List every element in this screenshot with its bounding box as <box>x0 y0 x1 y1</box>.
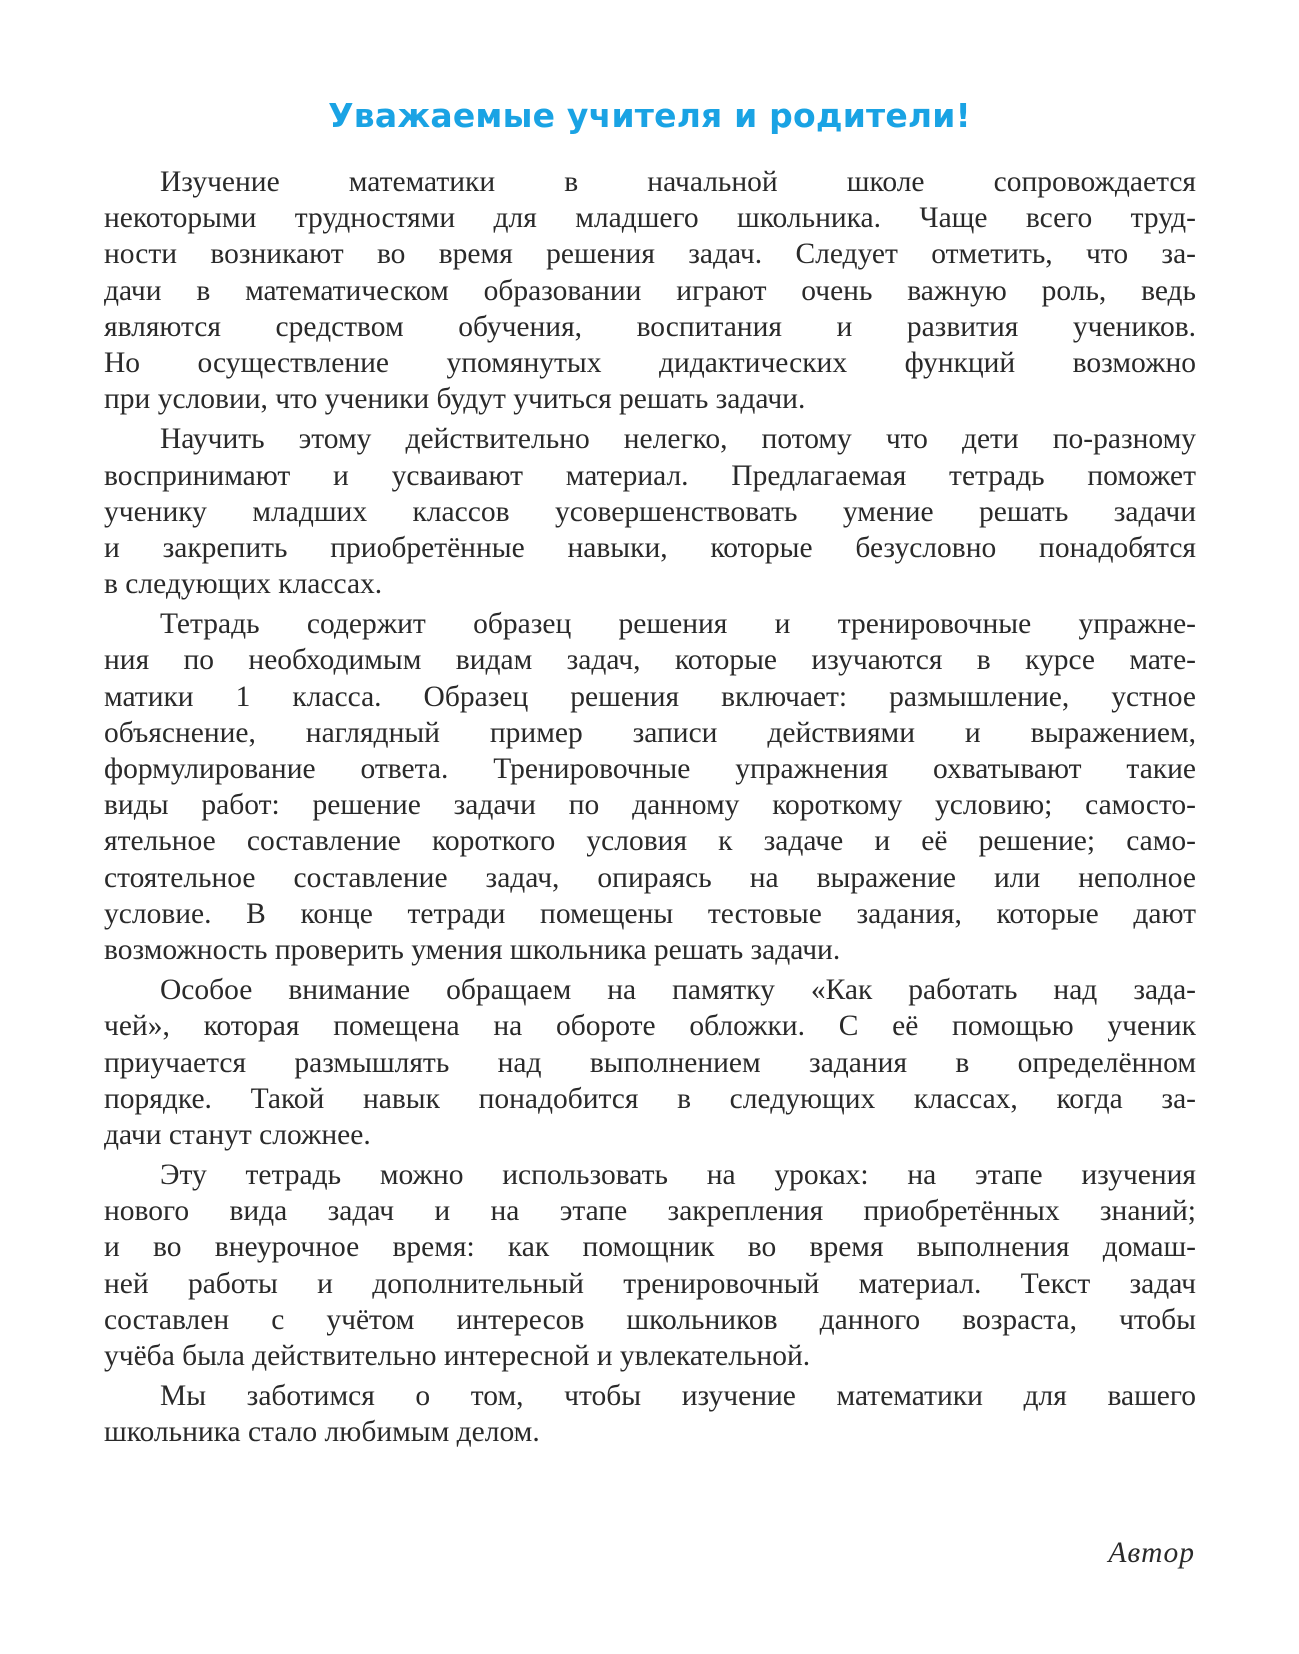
text-line: составлен с учётом интересов школьников данного возраста, чтобы <box>104 1303 1196 1336</box>
text-line: ней работы и дополнительный тренировочный материал. Текст задач <box>104 1267 1196 1300</box>
text-line: объяснение, наглядный пример записи действиями и выражением, <box>104 716 1196 749</box>
text-line: являются средством обучения, воспитания и развития учеников. <box>104 310 1196 343</box>
text-line: воспринимают и усваивают материал. Предлагаемая тетрадь поможет <box>104 459 1196 492</box>
text-line: чей», которая помещена на обороте обложки. С её помощью ученик <box>104 1010 1196 1043</box>
text-line: Тетрадь содержит образец решения и тренировочные упражне- <box>160 608 1196 641</box>
paragraph <box>104 1378 1196 1450</box>
text-line: ученику младших классов усовершенствовать умение решать задачи <box>104 495 1196 528</box>
text-line: школьника стало любимым делом. <box>104 1416 540 1449</box>
paragraph <box>104 1157 1196 1374</box>
text-line: ности возникают во время решения задач. Следует отметить, что за- <box>104 238 1196 271</box>
author-signature: Автор <box>1108 1537 1195 1569</box>
text-line: и закрепить приобретённые навыки, которые безусловно понадобятся <box>104 531 1196 564</box>
text-line: и во внеурочное время: как помощник во время выполнения домаш- <box>104 1231 1196 1264</box>
text-line: приучается размышлять над выполнением задания в определённом <box>104 1046 1196 1079</box>
paragraph <box>104 421 1196 602</box>
text-line: ния по необходимым видам задач, которые изучаются в курсе мате- <box>104 644 1196 677</box>
text-line: при условии, что ученики будут учиться решать задачи. <box>104 383 806 416</box>
text-line: Научить этому действительно нелегко, потому что дети по-разному <box>160 423 1196 456</box>
text-line: дачи в математическом образовании играют очень важную роль, ведь <box>104 274 1196 307</box>
paragraph <box>104 164 1196 417</box>
text-line: Эту тетрадь можно использовать на уроках: на этапе изучения <box>160 1159 1196 1192</box>
body-text <box>104 164 1196 1451</box>
paragraph <box>104 606 1196 968</box>
text-line: порядке. Такой навык понадобится в следующих классах, когда за- <box>104 1082 1196 1115</box>
text-line: нового вида задач и на этапе закрепления приобретённых знаний; <box>104 1195 1196 1228</box>
text-line: учёба была действительно интересной и увлекательной. <box>104 1340 811 1372</box>
text-line: Особое внимание обращаем на памятку «Как работать над зада- <box>160 974 1196 1007</box>
text-line: возможность проверить умения школьника решать задачи. <box>104 933 841 966</box>
text-line: Изучение математики в начальной школе сопровождается <box>160 166 1196 198</box>
text-line: дачи станут сложнее. <box>104 1118 371 1151</box>
text-line: Мы заботимся о том, чтобы изучение математики для вашего <box>160 1380 1196 1413</box>
text-line: в следующих классах. <box>104 568 383 601</box>
text-line: стоятельное составление задач, опираясь на выражение или неполное <box>104 861 1196 894</box>
text-line: Но осуществление упомянутых дидактических функций возможно <box>104 346 1196 379</box>
text-line: ятельное составление короткого условия к задаче и её решение; само- <box>104 825 1196 858</box>
text-line: виды работ: решение задачи по данному короткому условию; самосто- <box>104 789 1196 822</box>
text-line: формулирование ответа. Тренировочные упражнения охватывают такие <box>104 753 1196 785</box>
text-line: матики 1 класса. Образец решения включает: размышление, устное <box>104 680 1196 713</box>
text-line: некоторыми трудностями для младшего школьника. Чаще всего труд- <box>104 202 1196 235</box>
text-line: условие. В конце тетради помещены тестовые задания, которые дают <box>104 897 1196 930</box>
page-title: Уважаемые учителя и родители! <box>328 96 971 135</box>
paragraph <box>104 972 1196 1153</box>
